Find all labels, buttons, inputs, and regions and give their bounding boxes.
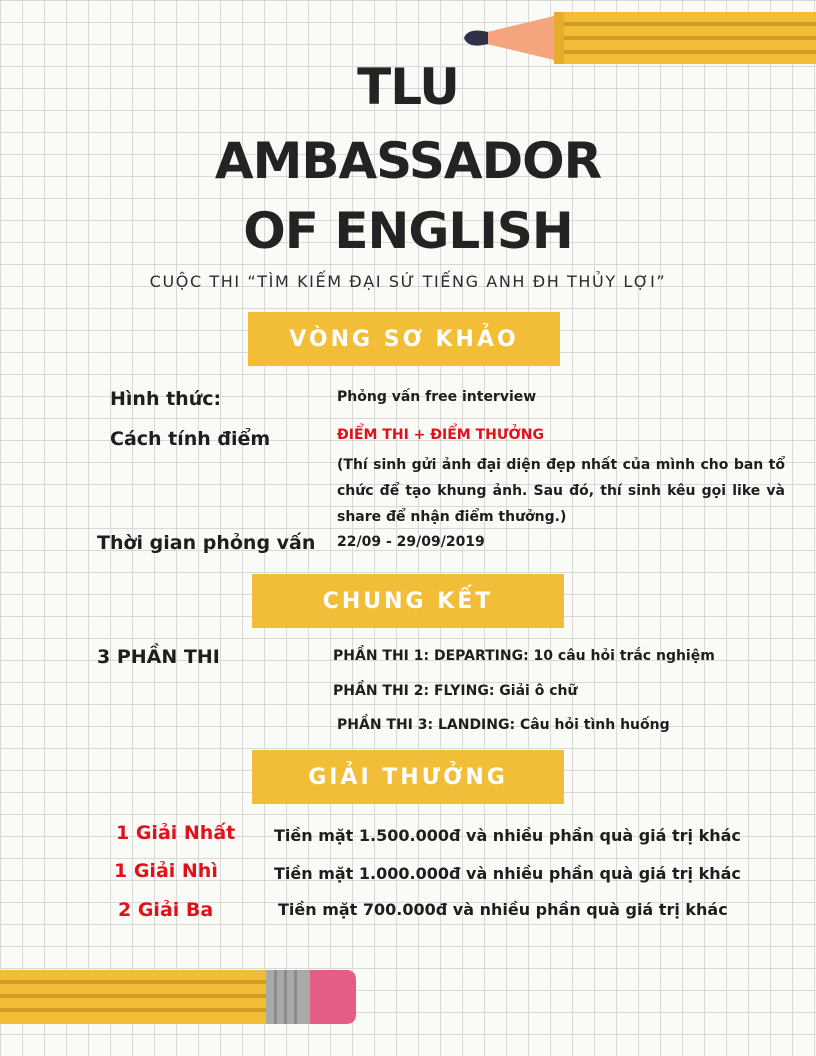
title-line-1: TLU: [357, 58, 459, 116]
banner-final: CHUNG KẾT: [252, 574, 564, 628]
prize-1-label: 1 Giải Nhất: [116, 822, 236, 844]
banner-prizes: GIẢI THƯỞNG: [252, 750, 564, 804]
title-line-3: OF ENGLISH: [243, 202, 573, 260]
part-3: PHẦN THI 3: LANDING: Câu hỏi tình huống: [337, 717, 670, 733]
title-line-2: AMBASSADOR: [214, 132, 602, 190]
part-1: PHẦN THI 1: DEPARTING: 10 câu hỏi trắc nghiệm: [333, 648, 715, 664]
prize-2-label: 1 Giải Nhì: [114, 860, 218, 882]
subtitle: CUỘC THI “TÌM KIẾM ĐẠI SỨ TIẾNG ANH ĐH THỦY LỢI”: [149, 272, 667, 291]
pencil-icon: [462, 12, 816, 64]
format-value: Phỏng vấn free interview: [337, 389, 537, 405]
format-label: Hình thức:: [110, 388, 222, 410]
prize-3-label: 2 Giải Ba: [118, 899, 214, 921]
parts-label: 3 PHẦN THI: [97, 646, 220, 668]
scoring-value: ĐIỂM THI + ĐIỂM THƯỞNG: [337, 427, 544, 443]
scoring-note: (Thí sinh gửi ảnh đại diện đẹp nhất của mình cho ban tổ chức để tạo khung ảnh. Sau đó, thí sinh kêu gọi like và share để nhận điểm thưởng.): [337, 457, 785, 525]
prize-3-value: Tiền mặt 700.000đ và nhiều phần quà giá trị khác: [278, 900, 728, 919]
prize-2-value: Tiền mặt 1.000.000đ và nhiều phần quà giá trị khác: [274, 864, 741, 883]
banner-round1: VÒNG SƠ KHẢO: [248, 312, 560, 366]
scoring-label: Cách tính điểm: [110, 428, 271, 450]
prize-1-value: Tiền mặt 1.500.000đ và nhiều phần quà giá trị khác: [274, 826, 741, 845]
time-value: 22/09 - 29/09/2019: [337, 534, 485, 550]
time-label: Thời gian phỏng vấn: [97, 532, 316, 554]
pencil-eraser-icon: [0, 970, 360, 1024]
part-2: PHẦN THI 2: FLYING: Giải ô chữ: [333, 683, 578, 699]
